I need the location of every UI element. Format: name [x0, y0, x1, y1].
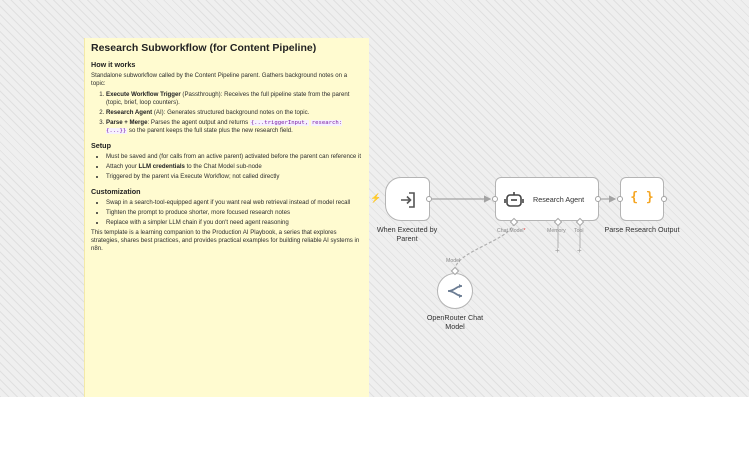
trigger-node[interactable] [385, 177, 430, 221]
list-item: • Tighten the prompt to produce shorter, more focused research notes [106, 209, 363, 217]
list-item: 1. Execute Workflow Trigger (Passthrough): Receives the full pipeline state from the parent (topic, brief, loop counters). [106, 91, 363, 107]
openrouter-icon [447, 284, 463, 298]
memory-port-label: Memory [547, 228, 566, 234]
list-item: • Swap in a search-tool-equipped agent if you want real web retrieval instead of model recall [106, 199, 363, 207]
list-item: 2. Research Agent (AI): Generates structured background notes on the topic. [106, 109, 363, 117]
sticky-title: Research Subworkflow (for Content Pipeline) [91, 42, 317, 54]
sign-in-icon [398, 190, 418, 210]
customization-heading: Customization [91, 187, 141, 196]
add-memory-button[interactable]: + [555, 246, 560, 255]
list-item: • Triggered by the parent via Execute Workflow; not called directly [106, 173, 363, 181]
braces-icon: { } [630, 190, 654, 205]
lightning-icon: ⚡ [370, 193, 382, 203]
code-snippet: research: {...}} [106, 120, 343, 134]
openrouter-node[interactable] [437, 273, 473, 309]
list-item: • Replace with a simpler LLM chain if you don't need agent reasoning [106, 219, 363, 227]
parse-output-handle[interactable] [661, 196, 667, 202]
how-it-works-heading: How it works [91, 60, 136, 69]
research-agent-label: Research Agent [533, 195, 585, 204]
intro-text: Standalone subworkflow called by the Content Pipeline parent. Gathers background notes on a topic: [91, 72, 348, 87]
tool-port-label: Tool [574, 228, 584, 234]
footer-text: This template is a learning companion to the Production AI Playbook, a series that explores strategies, shares best practices, and provides practical examples for building reliable AI systems in n8n. [91, 229, 360, 252]
list-item: 3. Parse + Merge: Parses the agent output and returns {...triggerInput, research: {...}} so the parent keeps the full state plus the new research field. [106, 119, 363, 135]
chat-model-port-label: Chat Model* [497, 228, 526, 234]
trigger-node-label: When Executed by Parent [376, 225, 438, 243]
add-tool-button[interactable]: + [577, 246, 582, 255]
agent-input-handle[interactable] [492, 196, 498, 202]
research-agent-node[interactable] [495, 177, 599, 221]
parse-node-label: Parse Research Output [604, 225, 680, 234]
parse-input-handle[interactable] [617, 196, 623, 202]
setup-heading: Setup [91, 141, 111, 150]
list-item: • Must be saved and (for calls from an active parent) activated before the parent can reference it [106, 153, 363, 161]
openrouter-node-label: OpenRouter Chat Model [426, 313, 484, 331]
model-port-label: Model [446, 258, 461, 264]
parse-research-node[interactable] [620, 177, 664, 221]
trigger-output-handle[interactable] [426, 196, 432, 202]
code-snippet: {...triggerInput, [250, 120, 309, 126]
list-item: • Attach your LLM credentials to the Chat Model sub-node [106, 163, 363, 171]
agent-output-handle[interactable] [595, 196, 601, 202]
robot-icon [504, 191, 524, 209]
